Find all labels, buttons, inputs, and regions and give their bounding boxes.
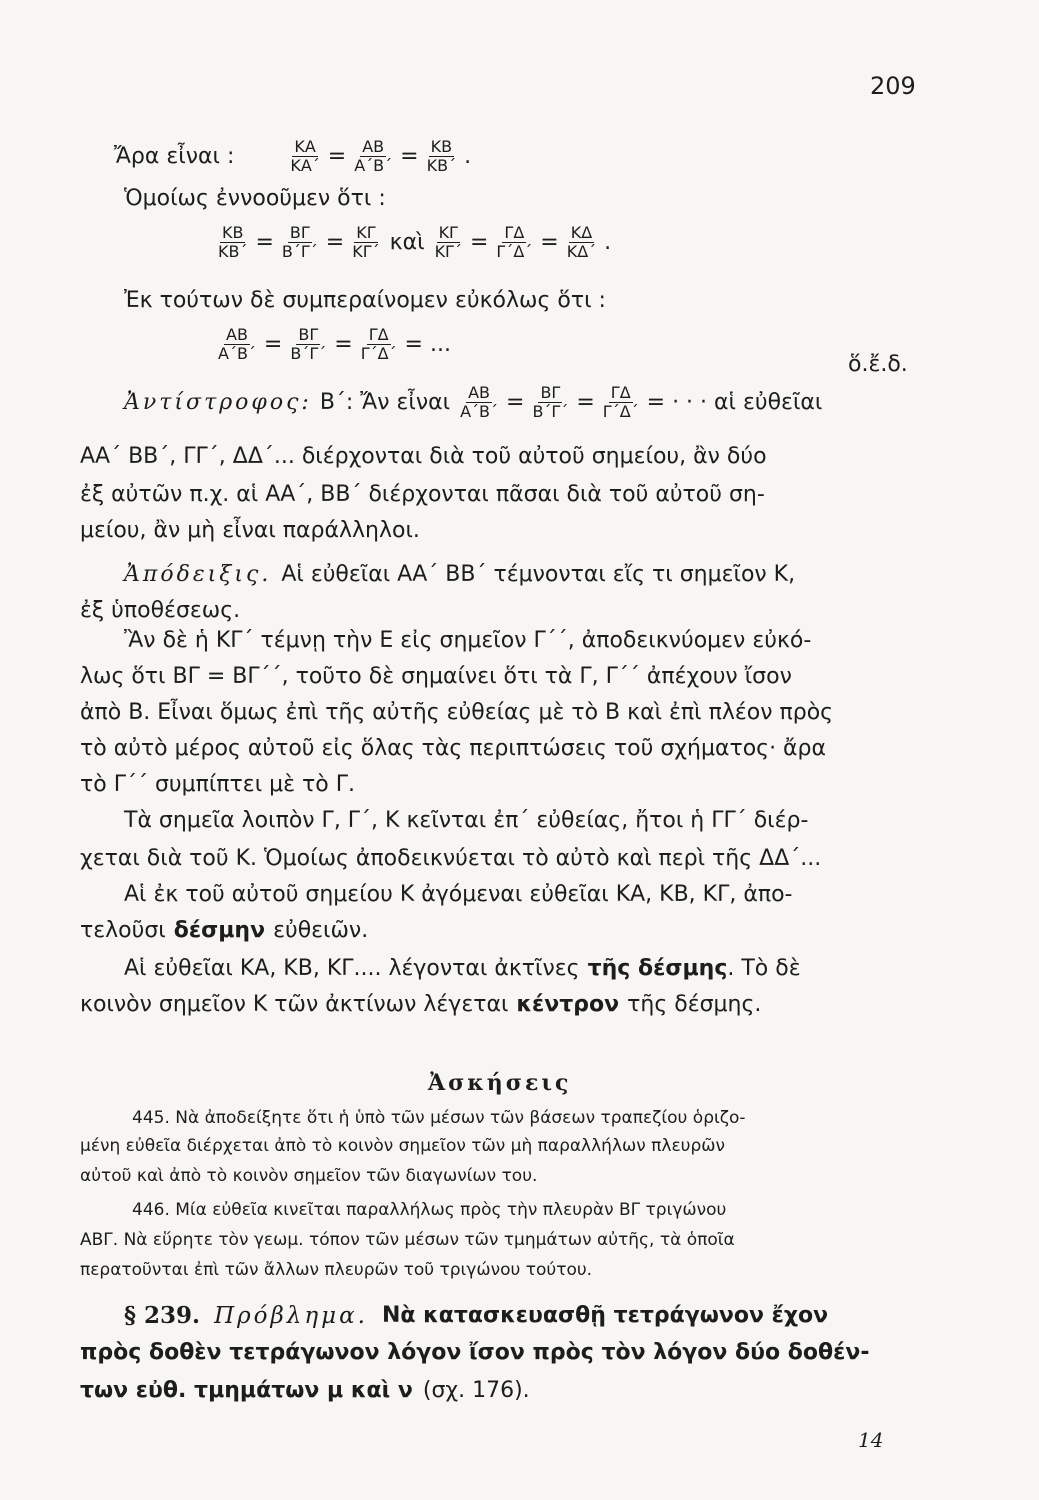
text-line: ἐξ ὑποθέσεως.	[80, 598, 241, 623]
fraction: $\frac{\Gamma\Delta}{\Gamma΄\Delta΄}$	[602, 383, 639, 421]
proof-line: Ἀπόδειξις. Αἱ εὐθεῖαι ΑΑ΄ ΒΒ΄ τέμνονται εἴς τι σημεῖον Κ,	[124, 562, 796, 587]
proof-label: Ἀπόδειξις.	[124, 562, 272, 587]
text-line: τελοῦσι δέσμην εὐθειῶν.	[80, 918, 369, 943]
exercise-line: 446. Μία εὐθεῖα κινεῖται παραλλήλως πρὸς τὴν πλευρὰν ΒΓ τριγώνου	[132, 1200, 727, 1220]
bold-term: κέντρον	[516, 992, 620, 1017]
fraction: $\frac{KB}{KB΄}$	[426, 137, 457, 175]
text-line: ἀπὸ Β. Εἶναι ὅμως ἐπὶ τῆς αὐτῆς εὐθείας μὲ τὸ Β καὶ ἐπὶ πλέον πρὸς	[80, 700, 834, 725]
converse-statement: Ἀντίστροφος: Β΄: Ἄν εἶναι $\frac{AB}{A΄B΄}$ = $\frac{B\Gamma}{B΄\Gamma΄}$ = $\frac{\Gamma\Delta}{\Gamma΄\Delta΄}$ = · · · αἱ εὐθεῖαι	[124, 383, 823, 421]
exercise-line: περατοῦνται ἐπὶ τῶν ἄλλων πλευρῶν τοῦ τριγώνου τούτου.	[80, 1260, 593, 1280]
equation-label: Ἄρα εἶναι :	[114, 144, 235, 169]
text-line: Ἐκ τούτων δὲ συμπεραίνομεν εὐκόλως ὅτι :	[124, 288, 606, 313]
text-line: Αἱ εὐθεῖαι ΚΑ, ΚΒ, ΚΓ.... λέγονται ἀκτῖνες τῆς δέσμης . Τὸ δὲ	[124, 956, 801, 981]
fraction: $\frac{AB}{A΄B΄}$	[354, 137, 393, 175]
text-line: τὸ αὐτὸ μέρος αὐτοῦ εἰς ὅλας τὰς περιπτώσεις τοῦ σχήματος· ἄρα	[80, 736, 827, 761]
text-line: τὸ Γ΄΄ συμπίπτει μὲ τὸ Γ.	[80, 772, 355, 797]
text-line: χεται διὰ τοῦ Κ. Ὁμοίως ἀποδεικνύεται τὸ αὐτὸ καὶ περὶ τῆς ΔΔ΄...	[80, 846, 822, 871]
fraction: $\frac{AB}{A΄B΄}$	[218, 325, 256, 363]
problem-heading: § 239. Πρόβλημα. Νὰ κατασκευασθῇ τετράγωνον ἔχον	[124, 1302, 829, 1329]
text-line: λως ὅτι ΒΓ = ΒΓ΄΄, τοῦτο δὲ σημαίνει ὅτι τὰ Γ, Γ΄΄ ἀπέχουν ἴσον	[80, 664, 792, 689]
text-line: Τὰ σημεῖα λοιπὸν Γ, Γ΄, Κ κεῖνται ἐπ΄ εὐθείας, ἤτοι ἡ ΓΓ΄ διέρ-	[124, 808, 809, 833]
equation-row-1: Ἄρα εἶναι : $\frac{KA}{KA΄}$ = $\frac{AB}{A΄B΄}$ = $\frac{KB}{KB΄}$ .	[114, 137, 472, 175]
bold-term: δέσμην	[173, 918, 266, 943]
exercise-line: 445. Νὰ ἀποδείξητε ὅτι ἡ ὑπὸ τῶν μέσων τῶν βάσεων τραπεζίου ὁριζο-	[132, 1108, 746, 1128]
fraction: $\frac{K\Gamma}{K\Gamma΄}$	[352, 223, 380, 261]
text-line: πρὸς δοθὲν τετράγωνον λόγον ἴσον πρὸς τὸν λόγον δύο δοθέν-	[80, 1340, 870, 1365]
exercise-line: μένη εὐθεῖα διέρχεται ἀπὸ τὸ κοινὸν σημεῖον τῶν μὴ παραλλήλων πλευρῶν	[80, 1136, 725, 1156]
text-line: Ἂν δὲ ἡ ΚΓ΄ τέμνῃ τὴν Ε εἰς σημεῖον Γ΄΄, ἀποδεικνύομεν εὐκό-	[124, 628, 812, 653]
equation-row-2: $\frac{KB}{KB΄}$ = $\frac{B\Gamma}{B΄\Gamma΄}$ = $\frac{K\Gamma}{K\Gamma΄}$ καὶ $\frac{K\Gamma}{K\Gamma΄}$ = $\frac{\Gamma\Delta}{\Gamma΄\Delta΄}$ = $\frac{K\Delta}{K\Delta΄}$ .	[218, 223, 612, 261]
fraction: $\frac{B\Gamma}{B΄\Gamma΄}$	[532, 383, 569, 421]
converse-label: Ἀντίστροφος:	[124, 390, 312, 415]
text-line: μείου, ἂν μὴ εἶναι παράλληλοι.	[80, 518, 420, 543]
bold-term: τῆς δέσμης	[587, 956, 728, 981]
fraction: $\frac{\Gamma\Delta}{\Gamma΄\Delta΄}$	[360, 325, 397, 363]
text-line: ΑΑ΄ ΒΒ΄, ΓΓ΄, ΔΔ΄... διέρχονται διὰ τοῦ αὐτοῦ σημείου, ἂν δύο	[80, 444, 767, 469]
fraction: $\frac{B\Gamma}{B΄\Gamma΄}$	[281, 223, 318, 261]
section-number: § 239.	[124, 1302, 201, 1329]
page-number: 209	[870, 72, 916, 100]
fraction: $\frac{\Gamma\Delta}{\Gamma΄\Delta΄}$	[496, 223, 533, 261]
text-line: Αἱ ἐκ τοῦ αὐτοῦ σημείου Κ ἀγόμεναι εὐθεῖαι ΚΑ, ΚΒ, ΚΓ, ἀπο-	[124, 882, 793, 907]
text-line: κοινὸν σημεῖον Κ τῶν ἀκτίνων λέγεται κέντρον τῆς δέσμης.	[80, 992, 762, 1017]
text-line: ἐξ αὐτῶν π.χ. αἱ ΑΑ΄, ΒΒ΄ διέρχονται πᾶσαι διὰ τοῦ αὐτοῦ ση-	[80, 482, 765, 507]
fraction: $\frac{AB}{A΄B΄}$	[460, 383, 499, 421]
fraction: $\frac{K\Gamma}{K\Gamma΄}$	[434, 223, 462, 261]
qed-mark: ὅ.ἔ.δ.	[848, 352, 908, 377]
problem-label: Πρόβλημα.	[214, 1302, 368, 1329]
fraction: $\frac{B\Gamma}{B΄\Gamma΄}$	[290, 325, 327, 363]
exercises-heading: Ἀσκήσεις	[428, 1070, 572, 1096]
fraction: $\frac{K\Delta}{K\Delta΄}$	[566, 223, 597, 261]
equation-row-3: $\frac{AB}{A΄B΄}$ = $\frac{B\Gamma}{B΄\Gamma΄}$ = $\frac{\Gamma\Delta}{\Gamma΄\Delta΄}$ = ...	[218, 325, 451, 363]
fraction: $\frac{KA}{KA΄}$	[290, 137, 320, 175]
text-line: Ὁμοίως ἐννοοῦμεν ὅτι :	[124, 186, 386, 211]
footer-signature-number: 14	[858, 1428, 884, 1452]
fraction: $\frac{KB}{KB΄}$	[218, 223, 248, 261]
text-line: των εὐθ. τμημάτων μ καὶ ν (σχ. 176).	[80, 1378, 530, 1403]
exercise-line: ΑΒΓ. Νὰ εὕρητε τὸν γεωμ. τόπον τῶν μέσων τῶν τμημάτων αὐτῆς, τὰ ὁποῖα	[80, 1230, 735, 1250]
exercise-line: αὐτοῦ καὶ ἀπὸ τὸ κοινὸν σημεῖον τῶν διαγωνίων του.	[80, 1166, 538, 1186]
